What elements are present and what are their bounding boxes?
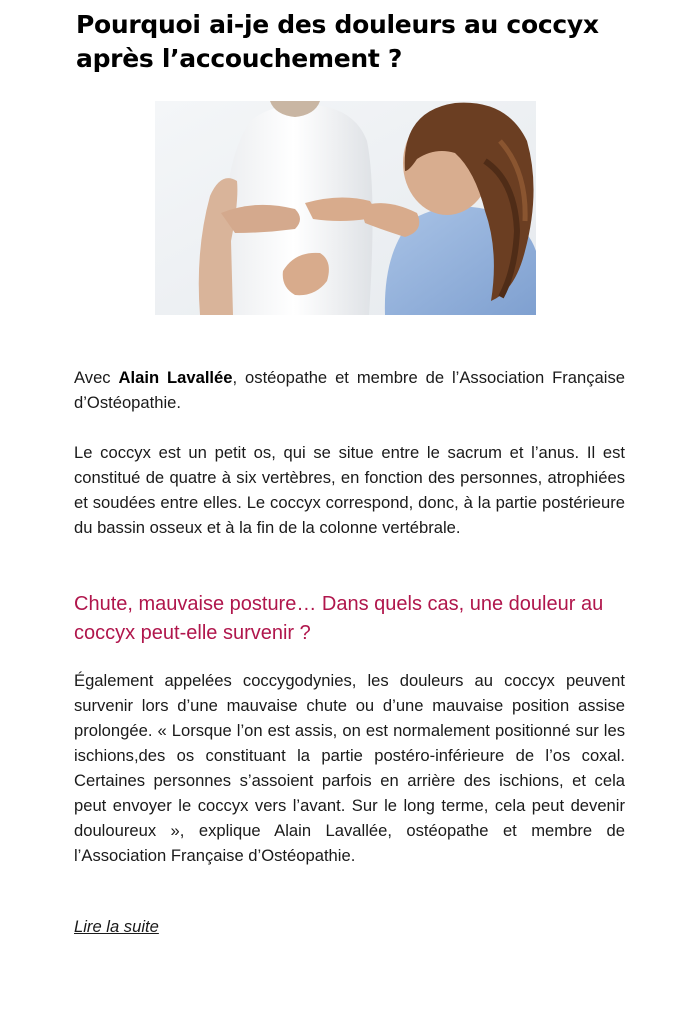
- intro-prefix: Avec: [74, 368, 111, 387]
- intro-suffix: , ostéopathe et membre de l’Association Française d’Ostéopathie.: [74, 368, 625, 412]
- hero-image: [155, 101, 536, 315]
- expert-name: Alain Lavallée: [118, 368, 233, 387]
- body-paragraph-2: Également appelées coccygodynies, les douleurs au coccyx peuvent survenir lors d’une mauvaise chute ou d’une mauvaise position assise prolongée. « Lorsque l’on est assis, on est normalement positionné sur les ischions,des os constituant la partie postéro-inférieure de l’os coxal. Certaines personnes s’assoient parfois en arrière des ischions, et cela peut envoyer le coccyx vers l’avant. Sur le long terme, cela peut devenir douloureux », explique Alain Lavallée, ostéopathe et membre de l’Association Française d’Ostéopathie.: [74, 671, 625, 865]
- intro-paragraph: [74, 365, 625, 415]
- section-subheading: Chute, mauvaise posture… Dans quels cas, une douleur au coccyx peut-elle survenir ?: [74, 593, 604, 644]
- article-title: Pourquoi ai-je des douleurs au coccyx après l’accouchement ?: [76, 10, 599, 73]
- read-more-link[interactable]: Lire la suite: [74, 917, 159, 936]
- body-paragraph-1: Le coccyx est un petit os, qui se situe entre le sacrum et l’anus. Il est constitué de quatre à six vertèbres, en fonction des personnes, atrophiées et soudées entre elles. Le coccyx correspond, donc, à la partie postérieure du bassin osseux et à la fin de la colonne vertébrale.: [74, 443, 625, 537]
